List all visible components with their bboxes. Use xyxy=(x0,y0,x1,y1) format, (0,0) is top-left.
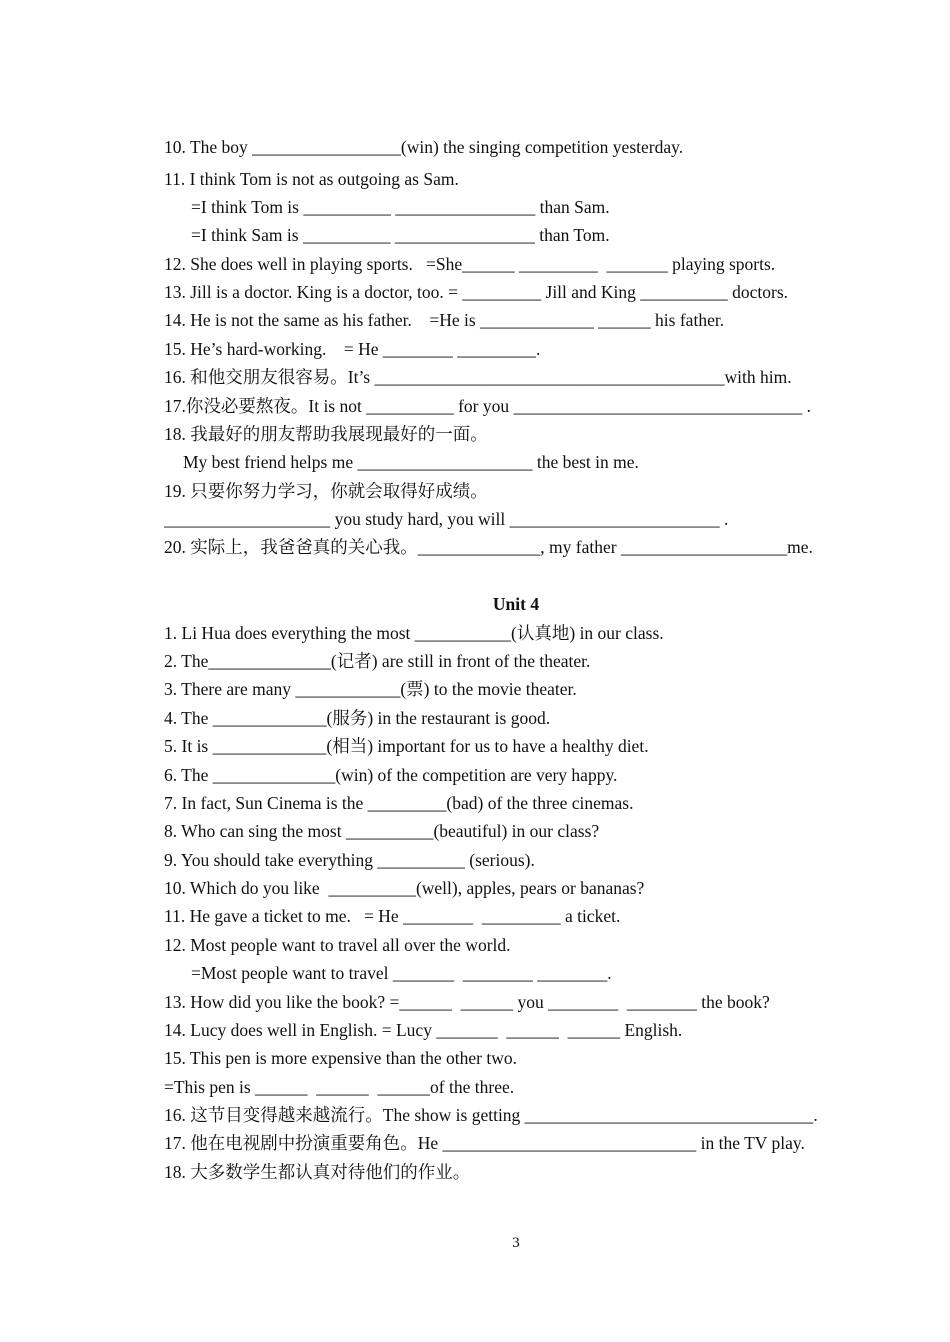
exercise-line: 20. 实际上，我爸爸真的关心我。______________, my father ___________________me. xyxy=(164,537,813,557)
exercise-line: 13. Jill is a doctor. King is a doctor, too. = _________ Jill and King __________ doctors. xyxy=(164,282,789,302)
unit-heading: Unit 4 xyxy=(492,594,540,614)
exercise-line: =This pen is ______ ______ ______of the three. xyxy=(164,1077,515,1097)
exercise-line: 10. Which do you like __________(well), apples, pears or bananas? xyxy=(164,878,645,898)
exercise-line: =I think Sam is __________ ________________ than Tom. xyxy=(191,225,610,245)
page-number: 3 xyxy=(512,1235,520,1251)
exercise-line: 15. This pen is more expensive than the other two. xyxy=(164,1048,518,1068)
exercise-line: 17.你没必要熬夜。It is not __________ for you _________________________________ . xyxy=(164,396,812,416)
exercise-line: 9. You should take everything __________ (serious). xyxy=(164,850,535,870)
exercise-line: 18. 大多数学生都认真对待他们的作业。 xyxy=(164,1162,471,1182)
exercise-line: 7. In fact, Sun Cinema is the _________(bad) of the three cinemas. xyxy=(164,793,634,813)
exercise-line: 16. 和他交朋友很容易。It’s ________________________________________with him. xyxy=(164,367,792,387)
exercise-line: 19. 只要你努力学习，你就会取得好成绩。 xyxy=(164,481,488,501)
exercise-line: 11. He gave a ticket to me. = He ________ _________ a ticket. xyxy=(164,906,621,926)
exercise-line: 16. 这节目变得越来越流行。The show is getting _________________________________. xyxy=(164,1105,818,1125)
exercise-line: 4. The _____________(服务) in the restaurant is good. xyxy=(164,708,551,728)
exercise-line: My best friend helps me ____________________ the best in me. xyxy=(183,452,639,472)
exercise-line: 3. There are many ____________(票) to the movie theater. xyxy=(164,679,577,699)
exercise-line: =Most people want to travel _______ ________ ________. xyxy=(191,963,612,983)
exercise-line: 1. Li Hua does everything the most ___________(认真地) in our class. xyxy=(164,623,664,643)
exercise-line: 12. Most people want to travel all over the world. xyxy=(164,935,511,955)
exercise-line: 14. He is not the same as his father. =He is _____________ ______ his father. xyxy=(164,310,725,330)
exercise-line: =I think Tom is __________ ________________ than Sam. xyxy=(191,197,610,217)
exercise-line: 17. 他在电视剧中扮演重要角色。He _____________________________ in the TV play. xyxy=(164,1133,805,1153)
exercise-line: 6. The ______________(win) of the competition are very happy. xyxy=(164,765,618,785)
exercise-line: 15. He’s hard-working. = He ________ _________. xyxy=(164,339,541,359)
exercise-line: 2. The______________(记者) are still in front of the theater. xyxy=(164,651,591,671)
exercise-line: 10. The boy _________________(win) the singing competition yesterday. xyxy=(164,137,684,157)
exercise-line: 13. How did you like the book? =______ ______ you ________ ________ the book? xyxy=(164,992,770,1012)
exercise-line: 14. Lucy does well in English. = Lucy _______ ______ ______ English. xyxy=(164,1020,683,1040)
exercise-line: 8. Who can sing the most __________(beautiful) in our class? xyxy=(164,821,600,841)
exercise-line: 11. I think Tom is not as outgoing as Sam. xyxy=(164,169,459,189)
exercise-line: 18. 我最好的朋友帮助我展现最好的一面。 xyxy=(164,424,488,444)
exercise-line: ___________________ you study hard, you will ________________________ . xyxy=(164,509,729,529)
exercise-line: 5. It is _____________(相当) important for us to have a healthy diet. xyxy=(164,736,649,756)
exercise-line: 12. She does well in playing sports. =She______ _________ _______ playing sports. xyxy=(164,254,776,274)
